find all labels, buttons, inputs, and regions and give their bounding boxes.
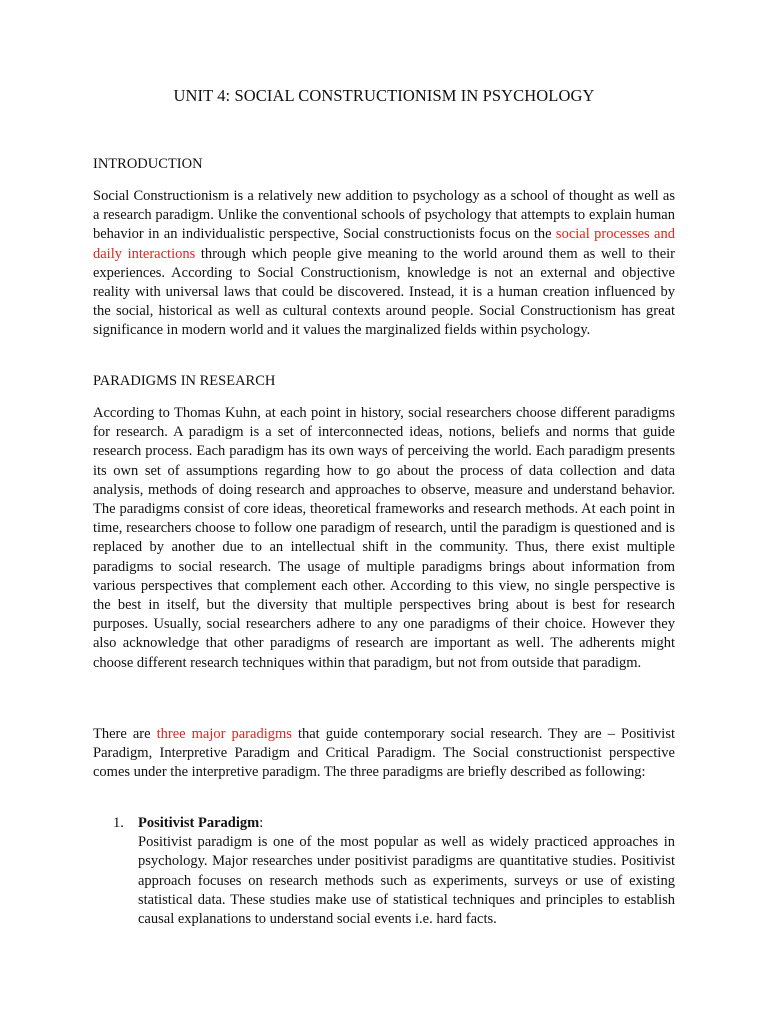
introduction-paragraph: [93, 187, 675, 341]
list-item-number: 1.: [113, 815, 124, 831]
introduction-text-start: Social Constructionism is a relatively new addition to psychology as a school of thought as well as a research paradigm. Unlike the conventional schools of psychology that attempts to explain human behavior in an individualistic perspective, Social constructionists focus on the: [93, 188, 675, 243]
paradigm-list: [93, 814, 675, 929]
introduction-heading: INTRODUCTION: [93, 156, 203, 172]
introduction-text-end: through which people give meaning to the world around them as well to their experiences. According to Social Constructionism, knowledge is not an external and objective reality with universal laws that could be discovered. Instead, it is a human creation influenced by the social, historical as well as cultural contexts around people. Social Constructionism has great significance in modern world and it values the marginalized fields within psychology.: [93, 245, 676, 339]
paradigms-p2-end: that guide contemporary social research. They are – Positivist Paradigm, Interpretive Paradigm and Critical Paradigm. The Social constructionist perspective comes under the interpretive paradigm. The three paradigms are briefly described as following:: [93, 726, 675, 781]
list-item-text: Positivist paradigm is one of the most popular as well as widely practiced approaches in psychology. Major researches under positivist paradigms are quantitative studies. Positivist approach focuses on research methods such as experiments, surveys or use of existing statistical data. These studies make use of statistical techniques and principles to establish causal explanations to understand social events i.e. hard facts.: [138, 834, 675, 928]
paradigms-heading: PARADIGMS IN RESEARCH: [93, 373, 276, 389]
list-item-title: Positivist Paradigm: [138, 815, 260, 831]
list-item: [93, 814, 675, 929]
document-title: UNIT 4: SOCIAL CONSTRUCTIONISM IN PSYCHOLOGY: [173, 86, 595, 105]
list-item-heading: [138, 814, 675, 833]
paradigms-highlight: three major paradigms: [156, 726, 292, 742]
paradigms-p2-start: There are: [93, 726, 157, 742]
list-item-colon: :: [259, 815, 264, 831]
paradigms-paragraph-1: According to Thomas Kuhn, at each point in history, social researchers choose different paradigms for research. A paradigm is a set of interconnected ideas, notions, beliefs and norms that guide research process. Each paradigm has its own ways of perceiving the world. Each paradigm presents its own set of assumptions regarding how to go about the process of data collection and data analysis, methods of doing research and approaches to observe, measure and understand behavior. The paradigms consist of core ideas, theoretical frameworks and research methods. At each point in time, researchers choose to follow one paradigm of research, until the paradigm is questioned and is replaced by another due to an intellectual shift in the community. Thus, there exist multiple paradigms to social research. The usage of multiple paradigms brings about information from various perspectives that complement each other. According to this view, no single perspective is the best in itself, but the diversity that multiple perspectives bring about is best for research purposes. Usually, social researchers adhere to any one paradigms of their choice. However they also acknowledge that other paradigms of research are important as well. The adherents might choose different research techniques within that paradigm, but not from outside that paradigm.: [93, 405, 675, 671]
paradigms-paragraph-2: [93, 725, 675, 783]
introduction-highlight: social processes and daily interactions: [93, 226, 675, 262]
